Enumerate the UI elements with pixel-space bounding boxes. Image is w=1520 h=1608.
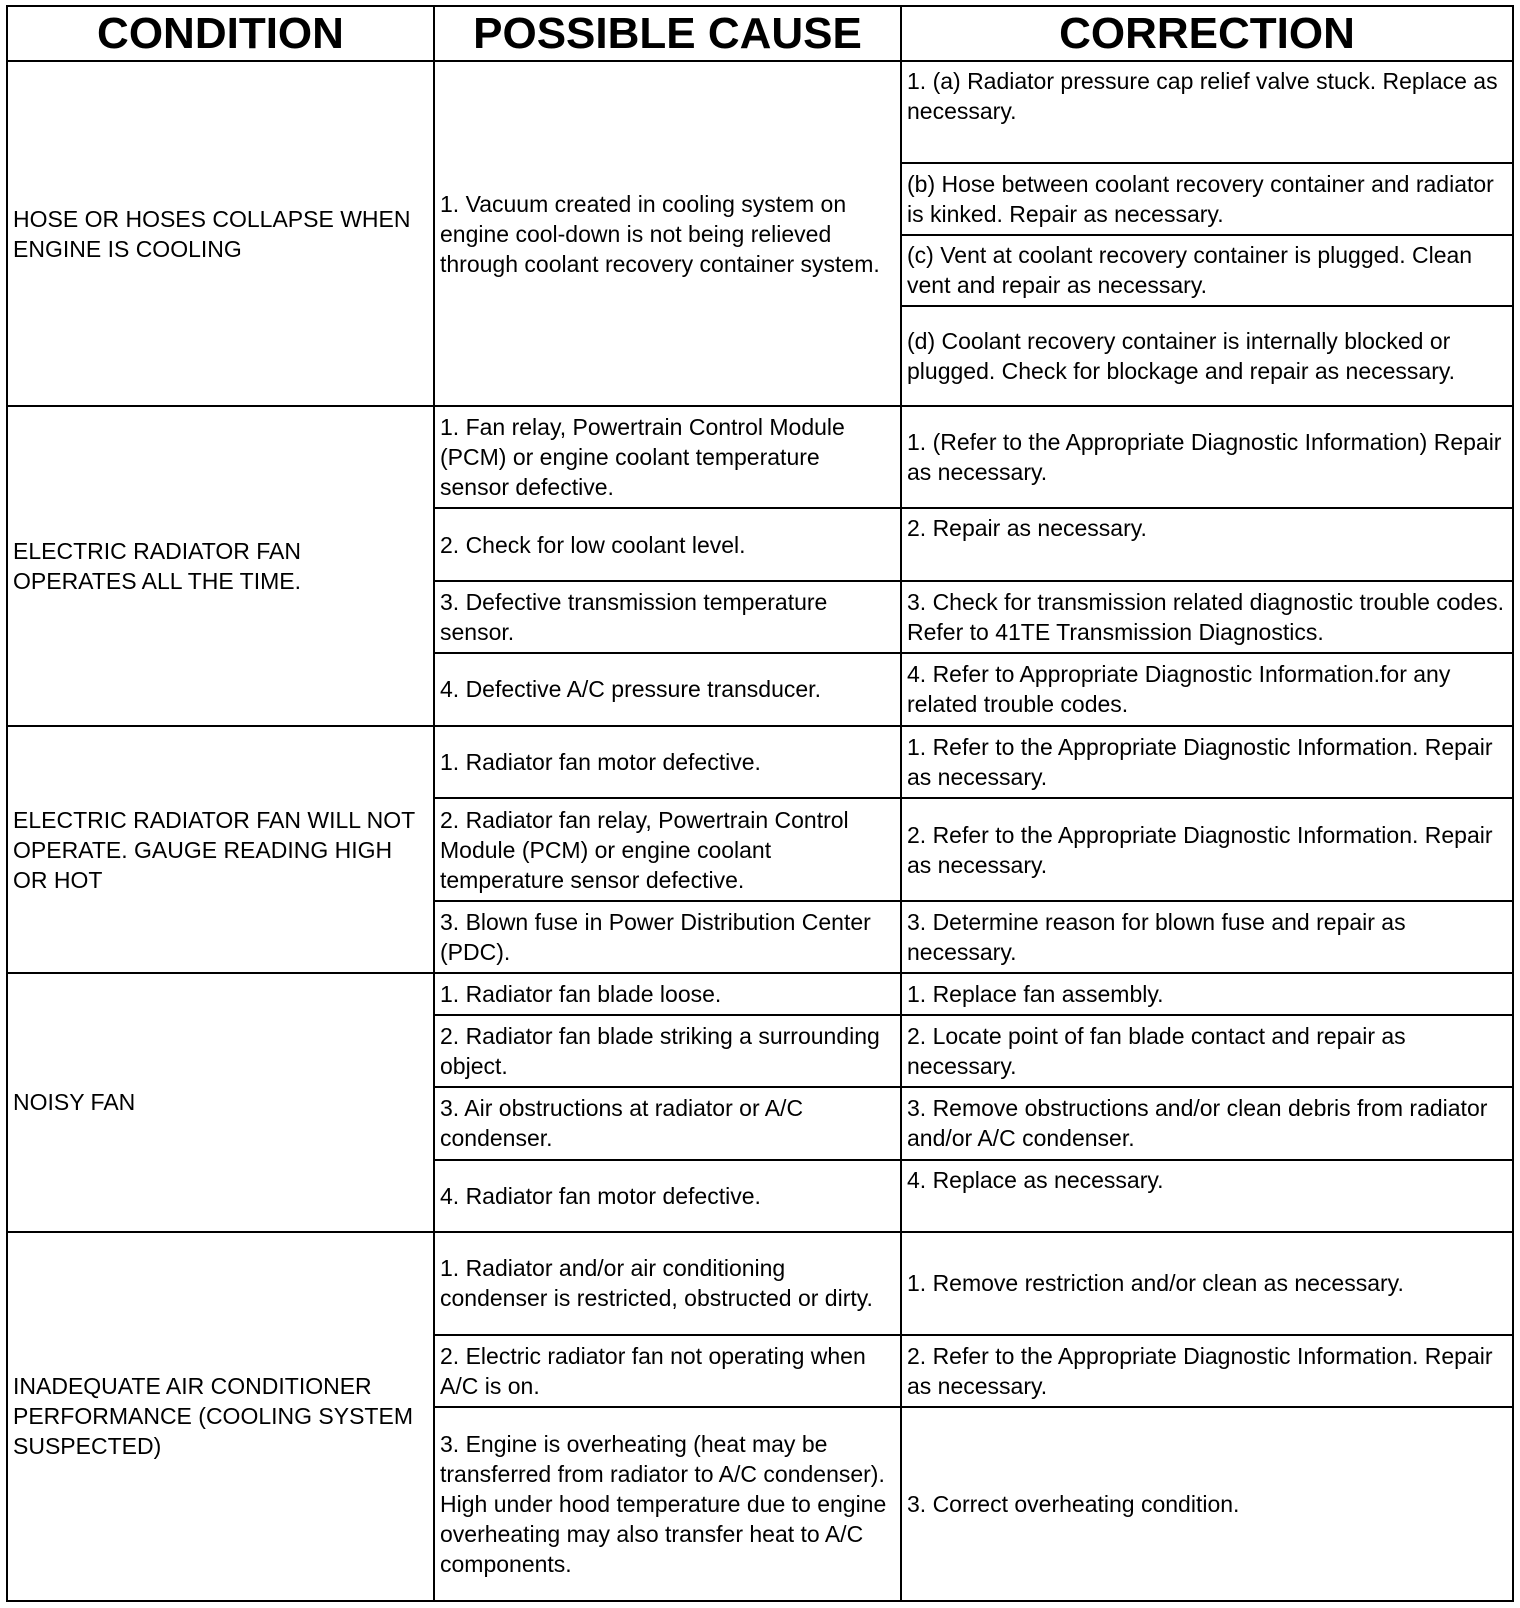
- cause-cell: 2. Electric radiator fan not operating when A/C is on.: [434, 1335, 901, 1407]
- correction-cell: 3. Check for transmission related diagnostic trouble codes. Refer to 41TE Transmission Diagnostics.: [901, 581, 1513, 653]
- correction-cell: 1. (a) Radiator pressure cap relief valve stuck. Replace as necessary.: [901, 61, 1513, 163]
- condition-cell: ELECTRIC RADIATOR FAN WILL NOT OPERATE. GAUGE READING HIGH OR HOT: [7, 726, 434, 973]
- header-cause: POSSIBLE CAUSE: [434, 6, 901, 61]
- table-row: [7, 726, 1513, 798]
- correction-cell: 4. Replace as necessary.: [901, 1160, 1513, 1232]
- cause-cell: 1. Vacuum created in cooling system on engine cool-down is not being relieved through coolant recovery container system.: [434, 61, 901, 406]
- correction-cell: 3. Correct overheating condition.: [901, 1407, 1513, 1601]
- table-row: [7, 406, 1513, 508]
- correction-cell: 2. Refer to the Appropriate Diagnostic Information. Repair as necessary.: [901, 798, 1513, 900]
- header-correction: CORRECTION: [901, 6, 1513, 61]
- cause-cell: 1. Radiator fan motor defective.: [434, 726, 901, 798]
- correction-cell: (b) Hose between coolant recovery container and radiator is kinked. Repair as necessary.: [901, 163, 1513, 234]
- condition-cell: HOSE OR HOSES COLLAPSE WHEN ENGINE IS COOLING: [7, 61, 434, 406]
- correction-cell: 2. Refer to the Appropriate Diagnostic Information. Repair as necessary.: [901, 1335, 1513, 1407]
- correction-cell: 3. Determine reason for blown fuse and repair as necessary.: [901, 901, 1513, 973]
- diagnosis-table: [6, 5, 1514, 1602]
- correction-cell: 1. Refer to the Appropriate Diagnostic Information. Repair as necessary.: [901, 726, 1513, 798]
- correction-cell: 4. Refer to Appropriate Diagnostic Information.for any related trouble codes.: [901, 653, 1513, 726]
- correction-cell: 1. (Refer to the Appropriate Diagnostic Information) Repair as necessary.: [901, 406, 1513, 508]
- table-row: [7, 61, 1513, 163]
- correction-cell: 1. Remove restriction and/or clean as necessary.: [901, 1232, 1513, 1335]
- cause-cell: 4. Defective A/C pressure transducer.: [434, 653, 901, 726]
- cause-cell: 1. Radiator fan blade loose.: [434, 973, 901, 1015]
- cause-cell: 2. Radiator fan blade striking a surrounding object.: [434, 1015, 901, 1087]
- correction-cell: 2. Locate point of fan blade contact and repair as necessary.: [901, 1015, 1513, 1087]
- cause-cell: 3. Blown fuse in Power Distribution Center (PDC).: [434, 901, 901, 973]
- cause-cell: 3. Air obstructions at radiator or A/C condenser.: [434, 1087, 901, 1159]
- condition-cell: INADEQUATE AIR CONDITIONER PERFORMANCE (COOLING SYSTEM SUSPECTED): [7, 1232, 434, 1601]
- cause-cell: 2. Radiator fan relay, Powertrain Control Module (PCM) or engine coolant temperature sensor defective.: [434, 798, 901, 900]
- cause-cell: 1. Radiator and/or air conditioning condenser is restricted, obstructed or dirty.: [434, 1232, 901, 1335]
- cause-cell: 3. Defective transmission temperature sensor.: [434, 581, 901, 653]
- header-row: [7, 6, 1513, 61]
- condition-cell: NOISY FAN: [7, 973, 434, 1232]
- correction-cell: 1. Replace fan assembly.: [901, 973, 1513, 1015]
- correction-cell: 3. Remove obstructions and/or clean debris from radiator and/or A/C condenser.: [901, 1087, 1513, 1159]
- table-row: [7, 1232, 1513, 1335]
- correction-cell: (d) Coolant recovery container is internally blocked or plugged. Check for blockage and repair as necessary.: [901, 306, 1513, 406]
- cause-cell: 4. Radiator fan motor defective.: [434, 1160, 901, 1232]
- condition-cell: ELECTRIC RADIATOR FAN OPERATES ALL THE TIME.: [7, 406, 434, 726]
- correction-cell: (c) Vent at coolant recovery container is plugged. Clean vent and repair as necessary.: [901, 235, 1513, 306]
- cause-cell: 1. Fan relay, Powertrain Control Module (PCM) or engine coolant temperature sensor defective.: [434, 406, 901, 508]
- cause-cell: 3. Engine is overheating (heat may be transferred from radiator to A/C condenser). High under hood temperature due to engine overheating may also transfer heat to A/C components.: [434, 1407, 901, 1601]
- table-row: [7, 973, 1513, 1015]
- header-condition: CONDITION: [7, 6, 434, 61]
- cause-cell: 2. Check for low coolant level.: [434, 508, 901, 580]
- correction-cell: 2. Repair as necessary.: [901, 508, 1513, 580]
